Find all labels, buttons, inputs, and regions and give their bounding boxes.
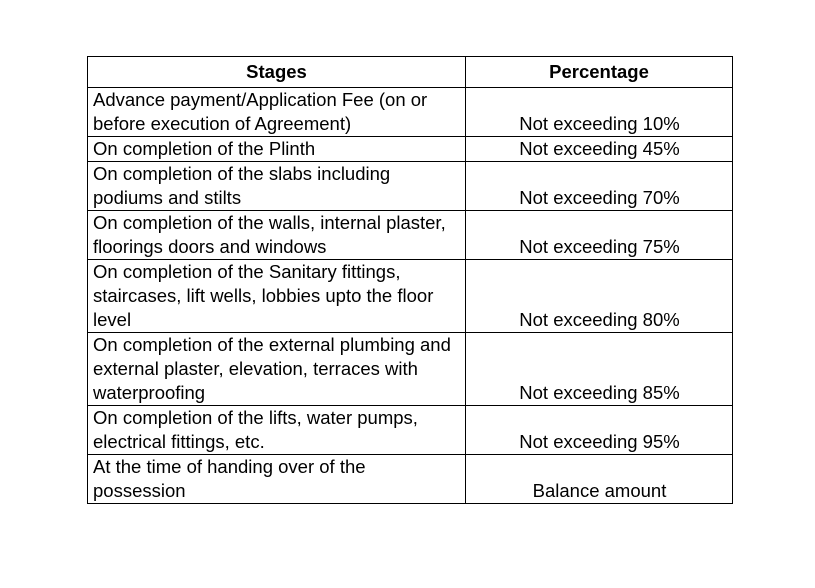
percentage-cell: Balance amount <box>466 455 733 504</box>
header-row <box>88 57 733 88</box>
stage-cell: On completion of the slabs including podiums and stilts <box>88 162 466 211</box>
percentage-cell: Not exceeding 45% <box>466 137 733 162</box>
stage-cell: On completion of the external plumbing and external plaster, elevation, terraces with waterproofing <box>88 333 466 406</box>
percentage-cell: Not exceeding 70% <box>466 162 733 211</box>
percentage-cell: Not exceeding 10% <box>466 88 733 137</box>
table-row <box>88 88 733 137</box>
table-row <box>88 455 733 504</box>
payment-schedule-table <box>87 56 733 504</box>
stage-cell: Advance payment/Application Fee (on or before execution of Agreement) <box>88 88 466 137</box>
percentage-header: Percentage <box>466 57 733 88</box>
percentage-cell: Not exceeding 85% <box>466 333 733 406</box>
stage-cell: On completion of the lifts, water pumps, electrical fittings, etc. <box>88 406 466 455</box>
table-row <box>88 137 733 162</box>
percentage-cell: Not exceeding 95% <box>466 406 733 455</box>
percentage-cell: Not exceeding 80% <box>466 260 733 333</box>
stage-cell: At the time of handing over of the possession <box>88 455 466 504</box>
stages-header: Stages <box>88 57 466 88</box>
percentage-cell: Not exceeding 75% <box>466 211 733 260</box>
stage-cell: On completion of the Plinth <box>88 137 466 162</box>
stage-cell: On completion of the walls, internal plaster, floorings doors and windows <box>88 211 466 260</box>
table-row <box>88 211 733 260</box>
stage-cell: On completion of the Sanitary fittings, staircases, lift wells, lobbies upto the floor level <box>88 260 466 333</box>
table-row <box>88 333 733 406</box>
table-row <box>88 406 733 455</box>
table-row <box>88 162 733 211</box>
table-row <box>88 260 733 333</box>
